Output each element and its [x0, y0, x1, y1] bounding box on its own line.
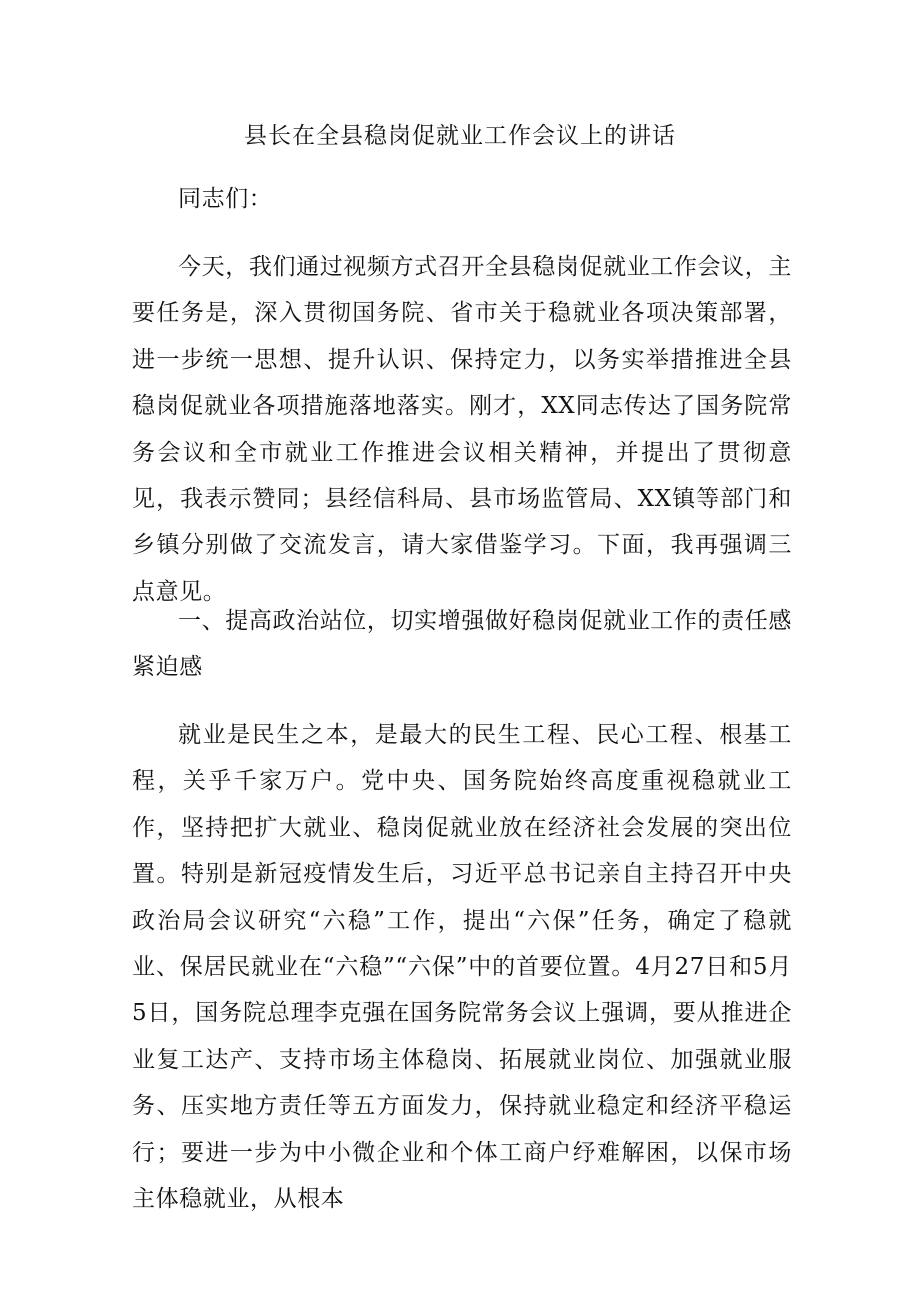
document-title: 县长在全县稳岗促就业工作会议上的讲话	[244, 123, 676, 149]
salutation: 同志们：	[178, 186, 273, 212]
section-heading-1: 一、提高政治站位，切实增强做好稳岗促就业工作的责任感紧迫感	[132, 608, 792, 681]
paragraph-opening: 今天，我们通过视频方式召开全县稳岗促就业工作会议，主要任务是，深入贯彻国务院、省市关于稳就业各项决策部署，进一步统一思想、提升认识、保持定力，以务实举措推进全县稳岗促就业各项措施落地落实。刚才，XX同志传达了国务院常务会议和全市就业工作推进会议相关精神，并提出了贯彻意见，我表示赞同；县经信科局、县市场监管局、XX镇等部门和乡镇分别做了交流发言，请大家借鉴学习。下面，我再强调三点意见。	[132, 254, 792, 605]
paragraph-section-1: 就业是民生之本，是最大的民生工程、民心工程、根基工程，关乎千家万户。党中央、国务院始终高度重视稳就业工作，坚持把扩大就业、稳岗促就业放在经济社会发展的突出位置。特别是新冠疫情发生后，习近平总书记亲自主持召开中央政治局会议研究“六稳”工作，提出“六保”任务，确定了稳就业、保居民就业在“六稳”“六保”中的首要位置。4月27日和5月5日，国务院总理李克强在国务院常务会议上强调，要从推进企业复工达产、支持市场主体稳岗、拓展就业岗位、加强就业服务、压实地方责任等五方面发力，保持就业稳定和经济平稳运行；要进一步为中小微企业和个体工商户纾难解困，以保市场主体稳就业，从根本	[132, 722, 792, 1213]
